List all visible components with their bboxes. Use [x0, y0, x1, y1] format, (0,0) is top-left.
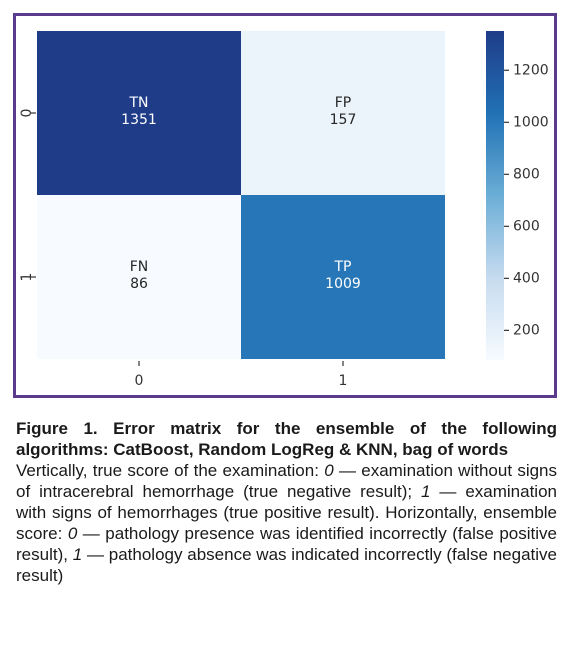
colorbar-tick-label: 600: [513, 218, 540, 235]
heatmap-cells: [37, 31, 445, 359]
cell-label: FN: [129, 259, 149, 275]
cell-label: FP: [334, 95, 352, 111]
cell-value: 1009: [325, 276, 361, 292]
colorbar-ticks: [504, 62, 549, 338]
caption-text: — pathology presence was identified incorrectly (false positive result),: [16, 524, 557, 564]
caption-body: [16, 460, 557, 586]
cell-label: TP: [334, 259, 352, 275]
col-tick-label: 1: [338, 373, 348, 389]
colorbar: [486, 31, 504, 360]
caption-italic-term: 1: [421, 482, 431, 501]
confusion-matrix-chart: [16, 16, 554, 395]
caption-italic-term: 1: [72, 545, 83, 564]
colorbar-tick-label: 400: [513, 270, 540, 287]
row-tick-label: 0: [19, 108, 35, 118]
colorbar-tick-label: 1200: [513, 62, 549, 79]
caption-title: Figure 1. Error matrix for the ensemble of the following algorithms: CatBoost, Random LogReg & KNN, bag of words: [16, 419, 557, 459]
caption-text: — pathology absence was indicated incorrectly (false negative result): [16, 545, 557, 585]
col-axis: [135, 361, 348, 389]
row-tick-label: 1: [19, 272, 35, 282]
colorbar-tick-label: 200: [513, 322, 540, 339]
row-axis: [19, 109, 36, 282]
caption-text: — examination with signs of hemorrhages (true positive result). Horizontally, ensemble score:: [16, 482, 557, 543]
caption-text: — examination without signs of intracerebral hemorrhage (true negative result);: [16, 461, 558, 501]
caption-text: Vertically, true score of the examination:: [16, 461, 325, 480]
caption-italic-term: 0: [67, 524, 78, 543]
colorbar-tick-label: 800: [513, 166, 540, 183]
colorbar-tick-label: 1000: [513, 114, 549, 131]
col-tick-label: 0: [134, 373, 144, 389]
figure-frame: [13, 13, 557, 398]
caption-italic-term: 0: [324, 461, 334, 480]
cell-label: TN: [129, 95, 149, 111]
cell-value: 1351: [121, 112, 157, 128]
cell-value: 157: [329, 112, 357, 128]
cell-value: 86: [130, 276, 148, 292]
figure-caption: [16, 418, 557, 586]
